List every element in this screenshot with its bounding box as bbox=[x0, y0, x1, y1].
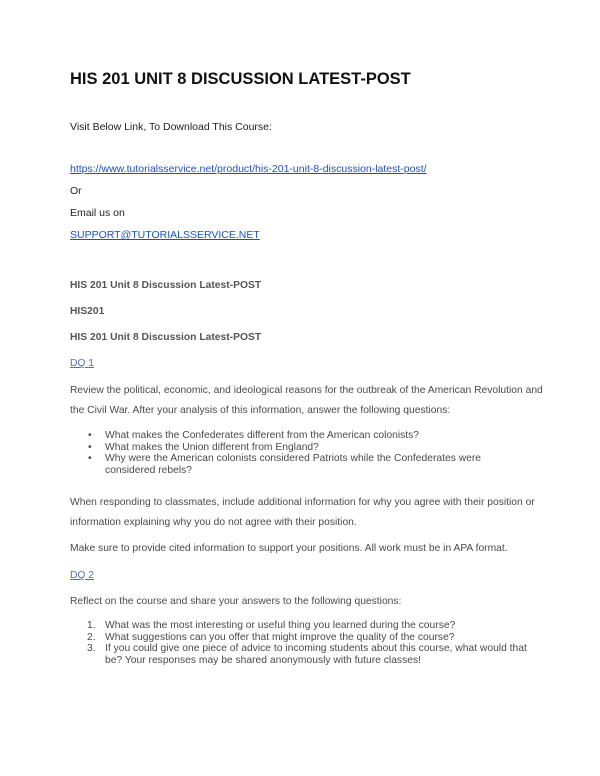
heading-course-title: HIS 201 Unit 8 Discussion Latest-POST bbox=[70, 280, 262, 291]
heading-course-code: HIS201 bbox=[70, 306, 105, 317]
bullet-icon: • bbox=[88, 441, 92, 453]
dq1-cite-text: Make sure to provide cited information to support your positions. All work must be in APA format. bbox=[70, 543, 508, 554]
support-email-link[interactable]: SUPPORT@TUTORIALSSERVICE.NET bbox=[70, 229, 260, 241]
dq1-intro-line2: the Civil War. After your analysis of this information, answer the following questions: bbox=[70, 405, 451, 416]
visit-text: Visit Below Link, To Download This Course: bbox=[70, 121, 272, 133]
list-item: • What makes the Confederates different from the American colonists? bbox=[88, 430, 420, 441]
list-item: 3. If you could give one piece of advice to incoming students about this course, what would that be? Your responses may be shared anonymously with future classes! bbox=[87, 643, 527, 666]
dq2-label: DQ 2 bbox=[70, 570, 95, 581]
list-item: • Why were the American colonists considered Patriots while the Confederates were considered rebels? bbox=[88, 453, 482, 476]
heading-course-title-repeat: HIS 201 Unit 8 Discussion Latest-POST bbox=[70, 332, 262, 343]
dq1-question-list bbox=[70, 430, 530, 476]
or-text: Or bbox=[70, 185, 82, 197]
dq1-respond-line1: When responding to classmates, include additional information for why you agree with their position or bbox=[70, 497, 535, 508]
dq2-question-list bbox=[70, 620, 535, 666]
list-item: • What makes the Union different from England? bbox=[88, 441, 319, 453]
dq1-intro-line1: Review the political, economic, and ideological reasons for the outbreak of the American Revolution and bbox=[70, 385, 543, 396]
course-link[interactable]: https://www.tutorialsservice.net/product/his-201-unit-8-discussion-latest-post/ bbox=[70, 163, 427, 175]
document-title: HIS 201 UNIT 8 DISCUSSION LATEST-POST bbox=[70, 70, 411, 88]
bullet-icon: • bbox=[88, 430, 92, 441]
dq2-intro: Reflect on the course and share your answers to the following questions: bbox=[70, 596, 402, 607]
list-item: 2. What suggestions can you offer that might improve the quality of the course? bbox=[87, 631, 455, 643]
email-text: Email us on bbox=[70, 207, 125, 219]
dq1-respond-line2: information explaining why you do not agree with their position. bbox=[70, 517, 357, 528]
dq1-label: DQ 1 bbox=[70, 358, 95, 369]
list-item: 1. What was the most interesting or useful thing you learned during the course? bbox=[87, 620, 456, 631]
bullet-icon: • bbox=[88, 453, 92, 464]
